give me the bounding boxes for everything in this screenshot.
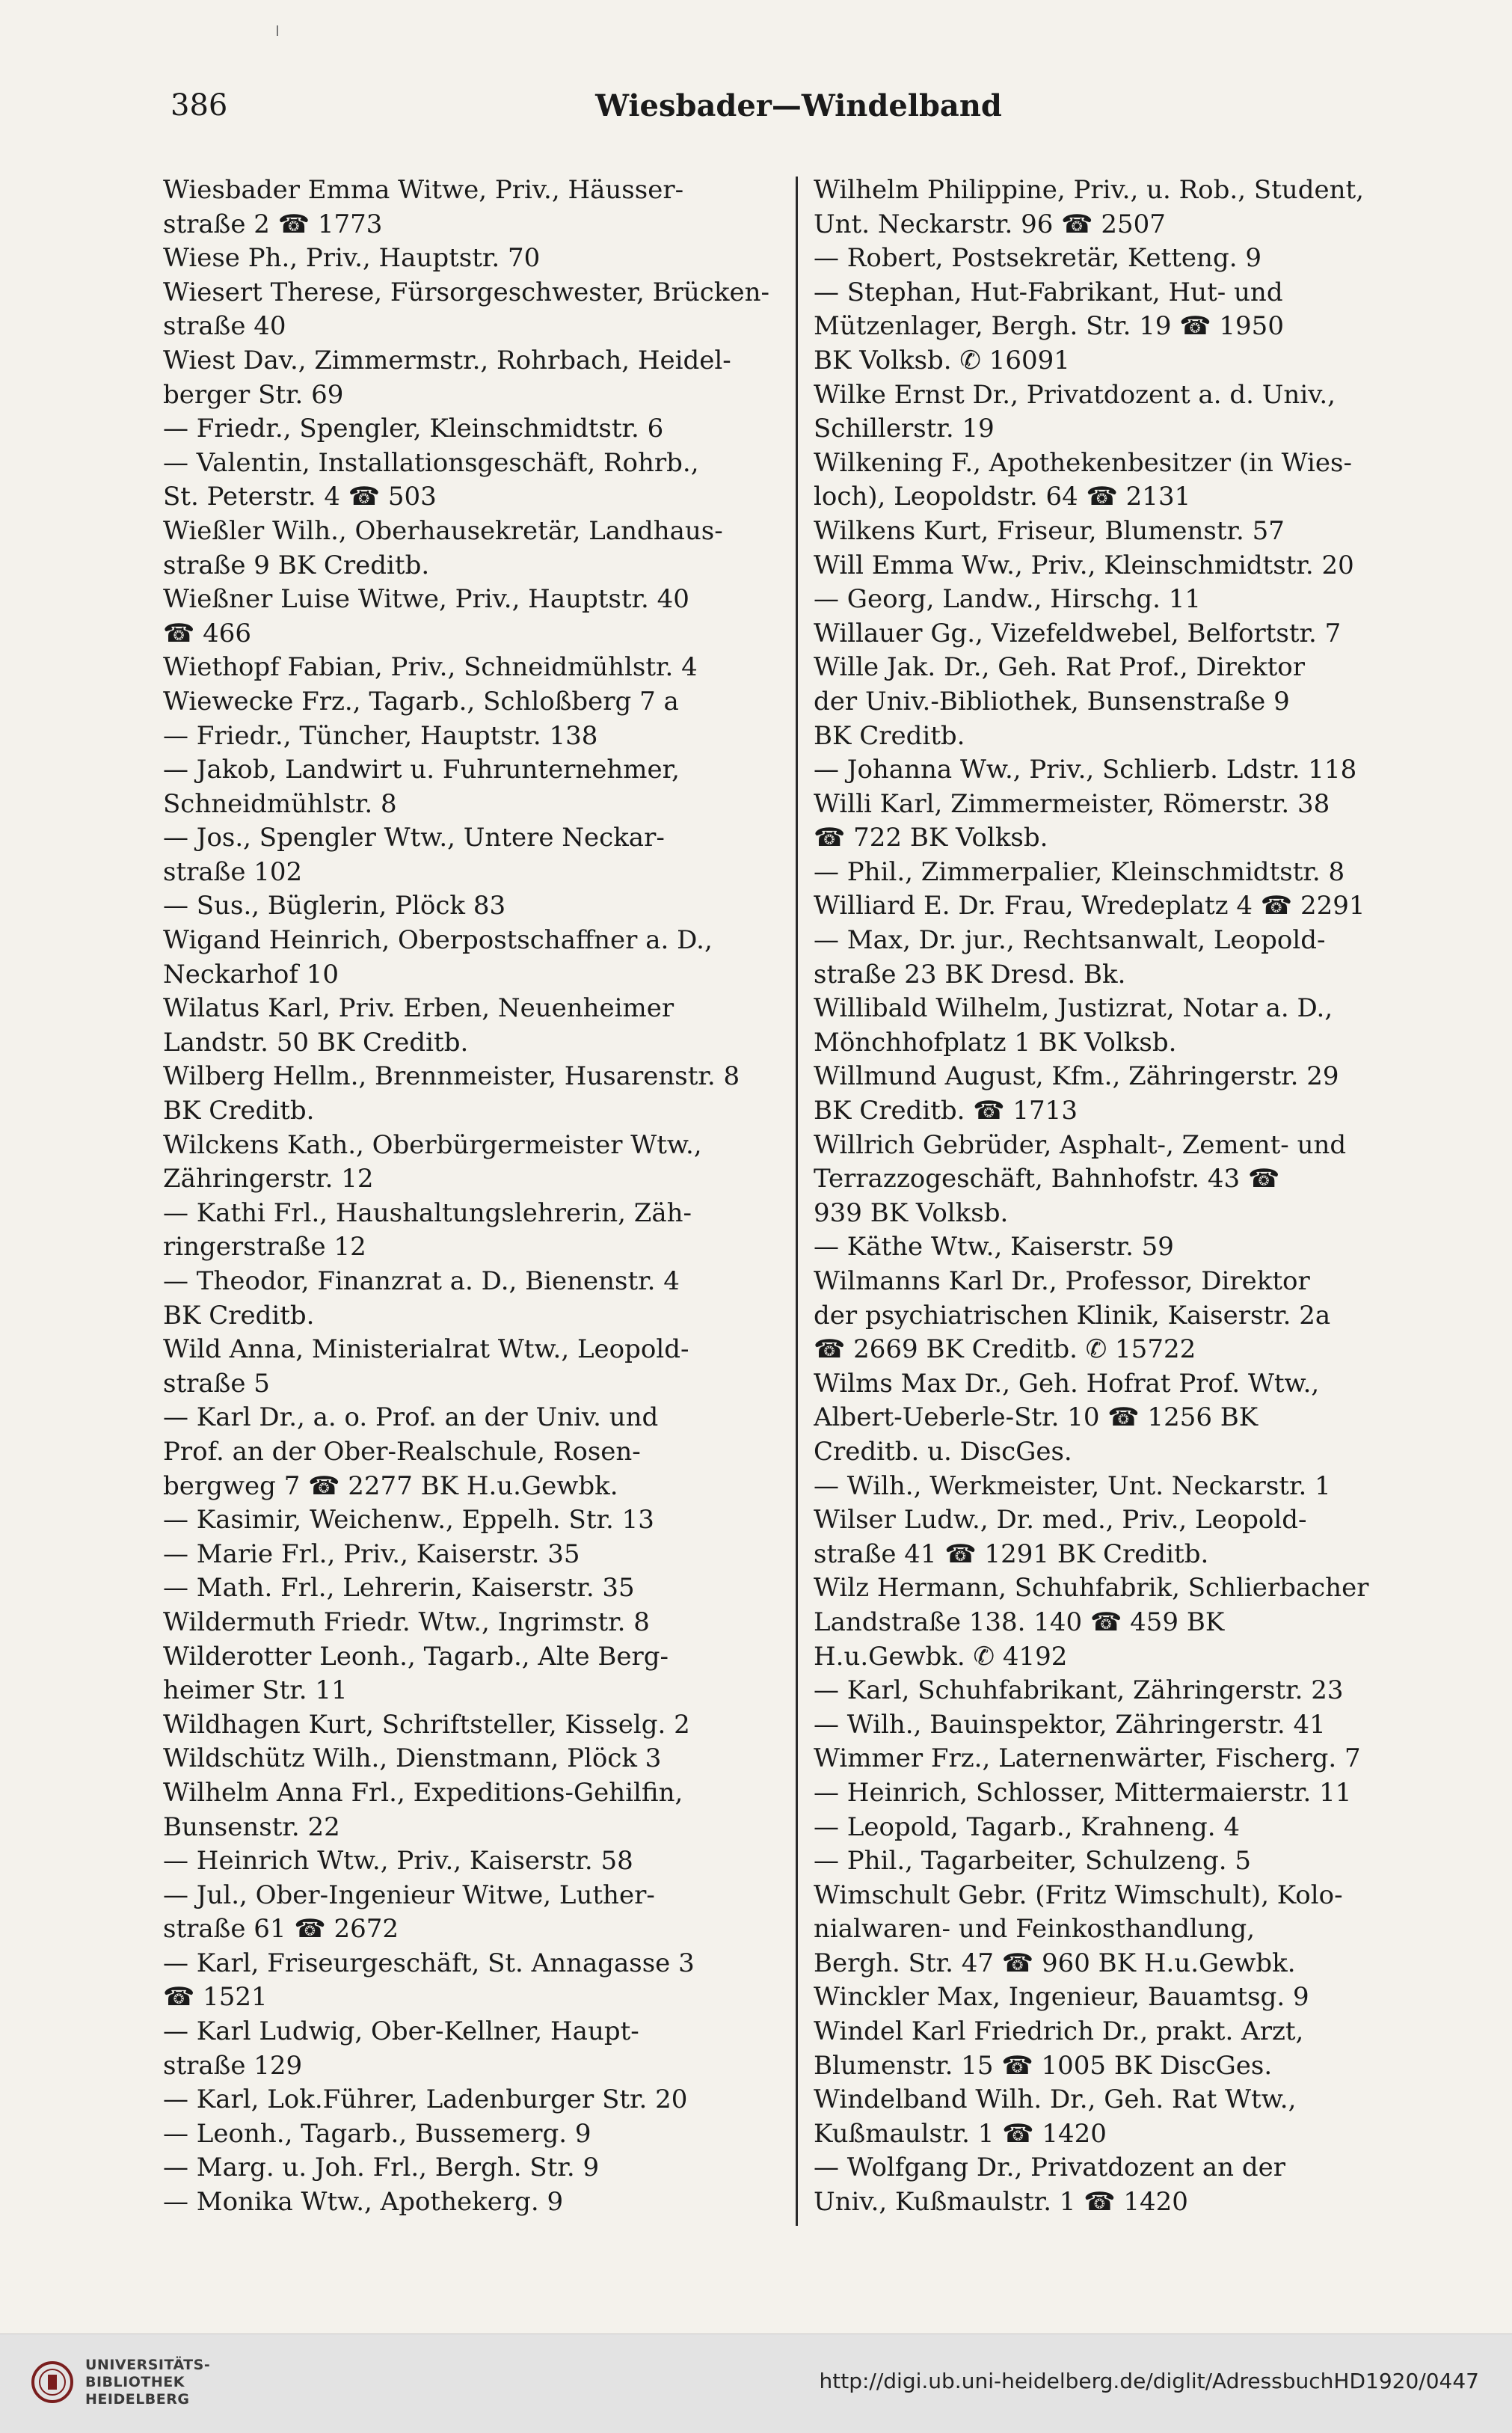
directory-entry-line: — Wilh., Werkmeister, Unt. Neckarstr. 1 (814, 1470, 1331, 1501)
directory-entry-line: Williard E. Dr. Frau, Wredeplatz 4 ☎ 2291 (814, 891, 1365, 921)
directory-entry-line: — Karl, Lok.Führer, Ladenburger Str. 20 (163, 2084, 688, 2115)
directory-entry-line: Zähringerstr. 12 (163, 1164, 374, 1194)
directory-entry-line: straße 23 BK Dresd. Bk. (814, 959, 1126, 990)
directory-entry-line: Mützenlager, Bergh. Str. 19 ☎ 1950 (814, 311, 1284, 342)
directory-entry-line: — Math. Frl., Lehrerin, Kaiserstr. 35 (163, 1573, 635, 1604)
directory-entry-line: Wimschult Gebr. (Fritz Wimschult), Kolo- (814, 1880, 1343, 1910)
directory-entry-line: ☎ 1521 (163, 1982, 268, 2013)
directory-entry-line: Wild Anna, Ministerialrat Wtw., Leopold- (163, 1334, 689, 1365)
directory-entry-line: — Kathi Frl., Haushaltungslehrerin, Zäh- (163, 1197, 692, 1228)
directory-entry-line: Wießner Luise Witwe, Priv., Hauptstr. 40 (163, 584, 689, 615)
directory-entry-line: — Sus., Büglerin, Plöck 83 (163, 891, 506, 921)
directory-entry-line: Kußmaulstr. 1 ☎ 1420 (814, 2118, 1107, 2149)
directory-entry-line: Wilser Ludw., Dr. med., Priv., Leopold- (814, 1505, 1307, 1535)
directory-entry-line: — Phil., Tagarbeiter, Schulzeng. 5 (814, 1846, 1251, 1877)
right-column (814, 174, 1427, 2238)
directory-entry-line: Wiest Dav., Zimmermstr., Rohrbach, Heidel- (163, 345, 731, 375)
directory-entry-line: Wiewecke Frz., Tagarb., Schloßberg 7 a (163, 686, 679, 717)
page-header (170, 88, 1427, 133)
directory-entry-line: Wille Jak. Dr., Geh. Rat Prof., Direktor (814, 652, 1306, 683)
directory-entry-line: heimer Str. 11 (163, 1675, 348, 1706)
left-column (163, 174, 776, 2238)
directory-entry-line: ☎ 2669 BK Creditb. ✆ 15722 (814, 1334, 1196, 1365)
directory-entry-line: straße 129 (163, 2050, 303, 2081)
library-name-line: HEIDELBERG (85, 2391, 190, 2408)
directory-entry-line: Wilhelm Anna Frl., Expeditions-Gehilfin, (163, 1777, 683, 1808)
directory-entry-line: — Jul., Ober-Ingenieur Witwe, Luther- (163, 1880, 655, 1910)
directory-entry-line: — Jakob, Landwirt u. Fuhrunternehmer, (163, 755, 680, 785)
directory-entry-line: der psychiatrischen Klinik, Kaiserstr. 2a (814, 1300, 1331, 1331)
library-name-line: BIBLIOTHEK (85, 2374, 185, 2390)
directory-entry-line: — Karl, Friseurgeschäft, St. Annagasse 3 (163, 1948, 695, 1978)
directory-entry-line: Windelband Wilh. Dr., Geh. Rat Wtw., (814, 2084, 1297, 2115)
directory-entry-line: bergweg 7 ☎ 2277 BK H.u.Gewbk. (163, 1470, 618, 1501)
directory-entry-line: straße 41 ☎ 1291 BK Creditb. (814, 1538, 1209, 1569)
directory-entry-line: — Marg. u. Joh. Frl., Bergh. Str. 9 (163, 2153, 600, 2183)
directory-entry-line: Wiesert Therese, Fürsorgeschwester, Brücken- (163, 277, 769, 307)
directory-entry-line: — Karl, Schuhfabrikant, Zähringerstr. 23 (814, 1675, 1344, 1706)
directory-entry-line: 939 BK Volksb. (814, 1197, 1009, 1228)
source-url-link[interactable]: http://digi.ub.uni-heidelberg.de/diglit/AdressbuchHD1920/0447 (819, 2369, 1479, 2393)
directory-entry-line: Windel Karl Friedrich Dr., prakt. Arzt, (814, 2016, 1304, 2047)
directory-entry-line: Wilkening F., Apothekenbesitzer (in Wies- (814, 447, 1352, 478)
scan-mark (277, 25, 278, 36)
directory-entry-line: Wilckens Kath., Oberbürgermeister Wtw., (163, 1129, 702, 1160)
directory-entry-line: Albert-Ueberle-Str. 10 ☎ 1256 BK (814, 1402, 1259, 1433)
directory-entry-line: — Theodor, Finanzrat a. D., Bienenstr. 4 (163, 1266, 680, 1296)
directory-entry-line: der Univ.-Bibliothek, Bunsenstraße 9 (814, 686, 1290, 717)
directory-entry-line: Willmund August, Kfm., Zähringerstr. 29 (814, 1061, 1339, 1092)
directory-entry-line: St. Peterstr. 4 ☎ 503 (163, 482, 437, 512)
running-head: Wiesbader—Windelband (595, 88, 1002, 123)
directory-entry-line: Wilmanns Karl Dr., Professor, Direktor (814, 1266, 1310, 1296)
directory-entry-line: Wigand Heinrich, Oberpostschaffner a. D., (163, 925, 713, 956)
directory-entry-line: — Jos., Spengler Wtw., Untere Neckar- (163, 823, 665, 853)
directory-entry-line: Terrazzogeschäft, Bahnhofstr. 43 ☎ (814, 1164, 1280, 1194)
directory-entry-line: Unt. Neckarstr. 96 ☎ 2507 (814, 209, 1166, 239)
directory-entry-line: straße 9 BK Creditb. (163, 550, 430, 580)
directory-entry-line: — Georg, Landw., Hirschg. 11 (814, 584, 1202, 615)
directory-entry-line: — Robert, Postsekretär, Ketteng. 9 (814, 243, 1261, 274)
directory-entry-line: — Leopold, Tagarb., Krahneng. 4 (814, 1811, 1240, 1842)
directory-entry-line: Willrich Gebrüder, Asphalt-, Zement- und (814, 1129, 1347, 1160)
directory-entry-line: — Wilh., Bauinspektor, Zähringerstr. 41 (814, 1709, 1326, 1740)
directory-entry-line: — Max, Dr. jur., Rechtsanwalt, Leopold- (814, 925, 1326, 956)
directory-entry-line: — Friedr., Spengler, Kleinschmidtstr. 6 (163, 414, 664, 444)
directory-entry-line: Schneidmühlstr. 8 (163, 788, 397, 819)
library-name (85, 2357, 210, 2408)
directory-entry-line: Wilz Hermann, Schuhfabrik, Schlierbacher (814, 1573, 1369, 1604)
directory-entry-line: Wiese Ph., Priv., Hauptstr. 70 (163, 243, 541, 274)
directory-entry-line: — Leonh., Tagarb., Bussemerg. 9 (163, 2118, 591, 2149)
directory-entry-line: Landstr. 50 BK Creditb. (163, 1027, 469, 1058)
directory-entry-line: Winckler Max, Ingenieur, Bauamtsg. 9 (814, 1982, 1309, 2013)
directory-entry-line: berger Str. 69 (163, 379, 344, 410)
directory-entry-line: — Phil., Zimmerpalier, Kleinschmidtstr. 8 (814, 856, 1345, 887)
directory-entry-line: Wiesbader Emma Witwe, Priv., Häusser- (163, 175, 684, 205)
directory-entry-line: — Heinrich, Schlosser, Mittermaierstr. 11 (814, 1777, 1352, 1808)
directory-entry-line: Wilke Ernst Dr., Privatdozent a. d. Univ., (814, 379, 1336, 410)
directory-entry-line: Schillerstr. 19 (814, 414, 995, 444)
directory-entry-line: Wildschütz Wilh., Dienstmann, Plöck 3 (163, 1743, 662, 1774)
directory-entry-line: Bunsenstr. 22 (163, 1811, 340, 1842)
directory-entry-line: Wilatus Karl, Priv. Erben, Neuenheimer (163, 993, 674, 1024)
directory-entry-line: Creditb. u. DiscGes. (814, 1436, 1072, 1467)
column-divider (796, 177, 798, 2226)
directory-entry-line: Landstraße 138. 140 ☎ 459 BK (814, 1607, 1225, 1637)
directory-entry-line: Willibald Wilhelm, Justizrat, Notar a. D., (814, 993, 1333, 1024)
directory-entry-line: Wießler Wilh., Oberhausekretär, Landhaus- (163, 515, 723, 546)
directory-entry-line: straße 40 (163, 311, 286, 342)
directory-entry-line: straße 61 ☎ 2672 (163, 1914, 399, 1945)
directory-entry-line: BK Volksb. ✆ 16091 (814, 345, 1070, 375)
directory-entry-line: H.u.Gewbk. ✆ 4192 (814, 1641, 1068, 1672)
directory-entry-line: Wilderotter Leonh., Tagarb., Alte Berg- (163, 1641, 669, 1672)
directory-entry-line: — Stephan, Hut-Fabrikant, Hut- und (814, 277, 1283, 307)
directory-entry-line: — Marie Frl., Priv., Kaiserstr. 35 (163, 1538, 580, 1569)
directory-entry-line: Wimmer Frz., Laternenwärter, Fischerg. 7 (814, 1743, 1361, 1774)
university-seal-icon (30, 2360, 75, 2405)
directory-entry-line: BK Creditb. (163, 1300, 315, 1331)
directory-entry-line: Wildhagen Kurt, Schriftsteller, Kisselg. 2 (163, 1709, 690, 1740)
directory-entry-line: — Karl Dr., a. o. Prof. an der Univ. und (163, 1402, 659, 1433)
library-name-line: UNIVERSITÄTS- (85, 2357, 211, 2373)
directory-entry-line: — Monika Wtw., Apothekerg. 9 (163, 2187, 564, 2218)
directory-entry-line: — Wolfgang Dr., Privatdozent an der (814, 2153, 1285, 2183)
directory-entry-line: Univ., Kußmaulstr. 1 ☎ 1420 (814, 2187, 1188, 2218)
directory-entry-line: Willi Karl, Zimmermeister, Römerstr. 38 (814, 788, 1330, 819)
directory-entry-line: Blumenstr. 15 ☎ 1005 BK DiscGes. (814, 2050, 1273, 2081)
library-footer (0, 2334, 1512, 2433)
directory-entry-line: Wilhelm Philippine, Priv., u. Rob., Student, (814, 175, 1364, 205)
directory-entry-line: straße 2 ☎ 1773 (163, 209, 383, 239)
directory-entry-line: Neckarhof 10 (163, 959, 339, 990)
directory-entry-line: — Käthe Wtw., Kaiserstr. 59 (814, 1232, 1174, 1262)
directory-entry-line: straße 5 (163, 1368, 270, 1399)
directory-entry-line: Wiethopf Fabian, Priv., Schneidmühlstr. 4 (163, 652, 698, 683)
directory-entry-line: ringerstraße 12 (163, 1232, 366, 1262)
directory-entry-line: — Friedr., Tüncher, Hauptstr. 138 (163, 720, 598, 751)
directory-entry-line: Prof. an der Ober-Realschule, Rosen- (163, 1436, 641, 1467)
directory-entry-line: BK Creditb. (163, 1096, 315, 1126)
directory-entry-line: Bergh. Str. 47 ☎ 960 BK H.u.Gewbk. (814, 1948, 1296, 1978)
directory-entry-line: Will Emma Ww., Priv., Kleinschmidtstr. 20 (814, 550, 1354, 580)
directory-entry-line: straße 102 (163, 856, 303, 887)
page-number: 386 (170, 88, 228, 123)
directory-entry-line: Willauer Gg., Vizefeldwebel, Belfortstr. 7 (814, 618, 1342, 648)
directory-entry-line: — Heinrich Wtw., Priv., Kaiserstr. 58 (163, 1846, 633, 1877)
directory-entry-line: nialwaren- und Feinkosthandlung, (814, 1914, 1256, 1945)
directory-entry-line: — Karl Ludwig, Ober-Kellner, Haupt- (163, 2016, 639, 2047)
directory-entry-line: — Kasimir, Weichenw., Eppelh. Str. 13 (163, 1505, 654, 1535)
directory-entry-line: — Johanna Ww., Priv., Schlierb. Ldstr. 118 (814, 755, 1357, 785)
directory-entry-line: Wilberg Hellm., Brennmeister, Husarenstr. 8 (163, 1061, 740, 1092)
directory-entry-line: Wilms Max Dr., Geh. Hofrat Prof. Wtw., (814, 1368, 1320, 1399)
directory-entry-line: Mönchhofplatz 1 BK Volksb. (814, 1027, 1177, 1058)
directory-entry-line: Wilkens Kurt, Friseur, Blumenstr. 57 (814, 515, 1285, 546)
directory-entry-line: loch), Leopoldstr. 64 ☎ 2131 (814, 482, 1191, 512)
directory-entry-line: Wildermuth Friedr. Wtw., Ingrimstr. 8 (163, 1607, 650, 1637)
directory-entry-line: ☎ 722 BK Volksb. (814, 823, 1048, 853)
directory-entry-line: BK Creditb. (814, 720, 965, 751)
directory-entry-line: BK Creditb. ☎ 1713 (814, 1096, 1078, 1126)
directory-entry-line: ☎ 466 (163, 618, 252, 648)
directory-entry-line: — Valentin, Installationsgeschäft, Rohrb., (163, 447, 699, 478)
